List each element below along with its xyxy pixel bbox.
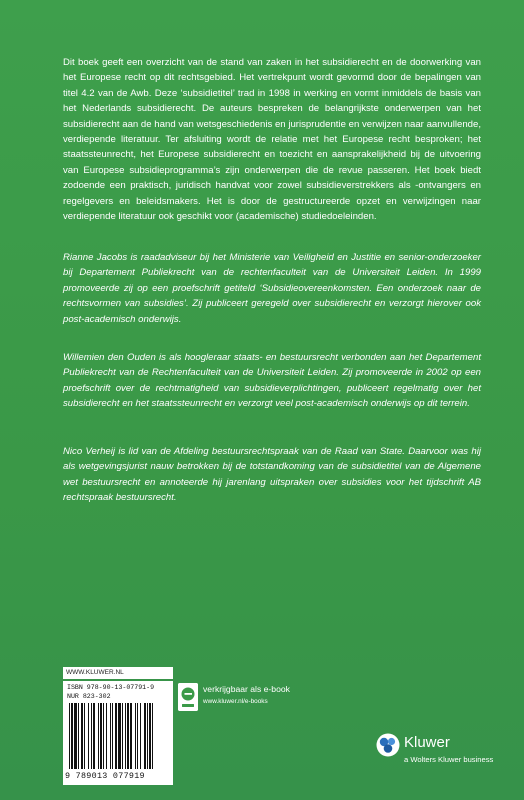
- website-label: WWW.KLUWER.NL: [63, 667, 173, 679]
- isbn-text: ISBN 978-90-13-07791-9: [67, 684, 155, 691]
- barcode-image: [67, 703, 169, 771]
- publisher-tagline: a Wolters Kluwer business: [404, 755, 494, 764]
- ebook-title: verkrijgbaar als e-book: [203, 684, 290, 694]
- barcode-digits: 9 789013 077919: [65, 771, 145, 781]
- author-bio-verheij: Nico Verheij is lid van de Afdeling bestuursrechtspraak van de Raad van State. Daarvoor was hij als wetgevingsjurist nauw betrokken bij de totstandkoming van de subsidietitel van de Algemene wet bestuursrecht en annoteerde hij jarenlang uitspraken over subsidies voor het tijdschrift AB rechtspraak bestuursrecht.: [63, 446, 481, 504]
- book-summary: Dit boek geeft een overzicht van de stand van zaken in het subsidierecht en de doorwerking van het Europese recht op dit rechtsgebied. Het vertrekpunt wordt gevormd door de bepalingen van titel 4.2 van de Awb. Deze ‘subsidietitel’ trad in 1998 in werking en vormt inmiddels de basis van het Nederlands subsidierecht. De auteurs bespreken de belangrijkste onderwerpen van het subsidierecht aan de hand van wetsgeschiedenis en jurisprudentie en verwijzen naar aanvullende, verdiepende literatuur. Ter afsluiting wordt de relatie met het Europese recht besproken; het staatssteunrecht, het Europese subsidierecht en toezicht en aansprakelijkheid bij de uitvoering van Europese subsidieprogramma’s zijn onderwerpen die de revue passeren. Het boek biedt zodoende een praktisch, juridisch handvat voor zowel subsidieverstrekkers als -ontvangers en regelgevers en beleidsmakers. Het is door de gestructureerde opzet en verwijzingen naar verdiepende literatuur ook geschikt voor (academische) studiedoeleinden.: [63, 57, 481, 223]
- barcode-panel: [63, 681, 173, 785]
- publisher-name: Kluwer: [404, 734, 450, 751]
- ebook-url: www.kluwer.nl/e-books: [203, 698, 268, 705]
- author-bio-jacobs: Rianne Jacobs is raadadviseur bij het Ministerie van Veiligheid en Justitie en senior-onderzoeker bij Departement Publiekrecht van de rechtenfaculteit van de Universiteit Leiden. In 1999 promoveerde zij op een proefschrift getiteld ‘Subsidieovereenkomsten. Een onderzoek naar de rechtsvormen van subsidies’. Zij publiceert geregeld over subsidierecht en verzorgt hierover ook post-academisch onderwijs.: [63, 252, 481, 325]
- kluwer-logo-icon: [376, 733, 400, 757]
- nur-text: NUR 823-302: [67, 693, 111, 700]
- ebook-icon: [178, 683, 198, 711]
- author-bio-den-ouden: Willemien den Ouden is als hoogleraar staats- en bestuursrecht verbonden aan het Departement Publiekrecht van de Rechtenfaculteit van de Universiteit Leiden. Zij promoveerde in 2002 op een proefschrift over de rechtmatigheid van subsidieverplichtingen, publiceert regelmatig over het subsidierecht en het staatssteunrecht en verzorgt veel post-academisch onderwijs op dit terrein.: [63, 352, 481, 410]
